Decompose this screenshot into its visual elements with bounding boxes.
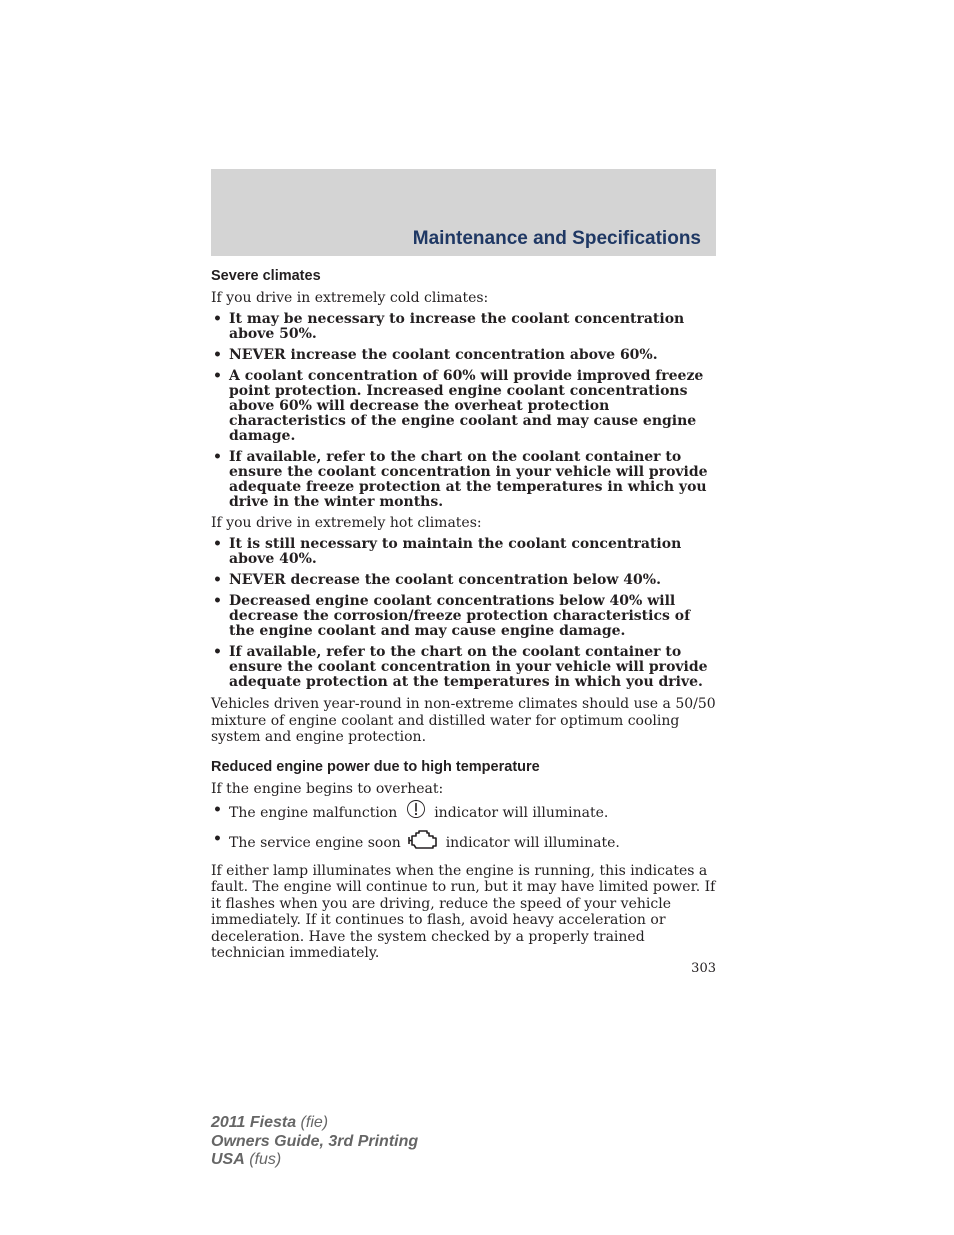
cold-climates-list [211,312,716,510]
list-item [211,832,716,854]
item-text-after: indicator will illuminate. [445,834,620,851]
page-number: 303 [691,961,716,976]
list-item: • It may be necessary to increase the coolant concentration above 50%. [211,312,716,342]
check-engine-icon [407,828,439,854]
item-text-before: The engine malfunction [229,804,398,821]
document-footer [211,1114,418,1170]
severe-climates-heading: Severe climates [211,268,321,284]
reduced-power-heading: Reduced engine power due to high temperature [211,758,540,775]
list-item: • If available, refer to the chart on the coolant container to ensure the coolant concentration in your vehicle will provide adequate protection at the temperatures in which you drive. [211,645,716,690]
list-item: • Decreased engine coolant concentrations below 40% will decrease the corrosion/freeze protection characteristics of the engine coolant and may cause engine damage. [211,594,716,639]
list-item: • A coolant concentration of 60% will provide improved freeze point protection. Increased engine coolant concentrations above 60% will decrease the overheat protection characteristics of the engine coolant and may cause engine damage. [211,369,716,444]
list-item: • NEVER decrease the coolant concentration below 40%. [211,573,716,588]
footer-line-market [211,1151,418,1170]
lamp-illuminates-paragraph: If either lamp illuminates when the engine is running, this indicates a fault. The engine will continue to run, but it may have limited power. If it flashes when you are driving, reduce the speed of your vehicle immediately. If it continues to flash, avoid heavy acceleration or deceleration. Have the system checked by a properly trained technician immediately. [211,862,716,961]
hot-climates-list [211,537,716,690]
item-text-before: The service engine soon [229,834,401,851]
hot-climates-intro: If you drive in extremely hot climates: [211,515,482,531]
section-title: Maintenance and Specifications [412,228,701,249]
footer-model: 2011 Fiesta [211,1114,297,1131]
footer-market-code: (fus) [249,1151,282,1168]
section-header-band [211,169,716,256]
item-text-after: indicator will illuminate. [434,804,609,821]
indicator-list [211,803,716,854]
footer-line-model [211,1114,418,1133]
list-item: • NEVER increase the coolant concentration above 60%. [211,348,716,363]
footer-market: USA [211,1151,245,1168]
engine-malfunction-icon [406,799,426,823]
footer-guide: Owners Guide, 3rd Printing [211,1132,419,1150]
footer-model-code: (fie) [300,1114,329,1131]
footer-line-guide [211,1133,418,1152]
page-content [211,268,716,968]
list-item [211,803,716,823]
overheat-intro: If the engine begins to overheat: [211,780,444,797]
list-item: • If available, refer to the chart on the coolant container to ensure the coolant concentration in your vehicle will provide adequate freeze protection at the temperatures in which you drive in the winter months. [211,450,716,510]
non-extreme-paragraph: Vehicles driven year-round in non-extreme climates should use a 50/50 mixture of engine coolant and distilled water for optimum cooling system and engine protection. [211,696,716,745]
cold-climates-intro: If you drive in extremely cold climates: [211,290,489,306]
list-item: • It is still necessary to maintain the coolant concentration above 40%. [211,537,716,567]
